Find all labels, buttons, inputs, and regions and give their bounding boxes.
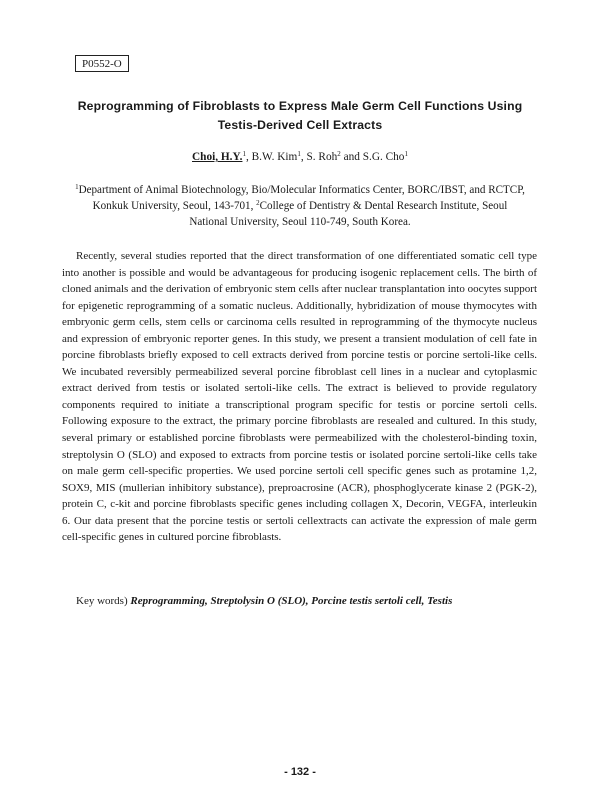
- paper-title: [40, 97, 560, 135]
- author-sup: 1: [297, 150, 301, 158]
- keywords: [76, 594, 546, 608]
- author-4: and S.G. Cho: [340, 151, 405, 163]
- presenting-author: Choi, H.Y.: [192, 151, 243, 163]
- title-line-2: Testis-Derived Cell Extracts: [217, 118, 383, 132]
- author-3: , S. Roh: [300, 151, 338, 163]
- affiliation-2: College of Dentistry & Dental Research Institute, Seoul National University, Seoul 110-749, South Korea.: [189, 200, 508, 228]
- keywords-label: Key words): [76, 595, 128, 607]
- title-line-1: Reprogramming of Fibroblasts to Express Male Germ Cell Functions Using: [77, 99, 523, 113]
- author-sup: 2: [337, 150, 341, 158]
- author-sup: 1: [242, 150, 246, 158]
- keywords-values: Reprogramming, Streptolysin O (SLO), Porcine testis sertoli cell, Testis: [130, 595, 453, 607]
- abstract-body: Recently, several studies reported that the direct transformation of one differentiated somatic cell type into another is possible and would be advantageous for producing isogenic replacement cells. The birth of cloned animals and the derivation of embryonic stem cells after nuclear transplantation into oocytes support for epigenetic reprogramming of a somatic nucleus. Additionally, hybridization of mouse thymocytes with embryonic germ cells, stem cells or carcinoma cells resulted in reprogramming of the thymocyte nucleus and expression of embryonic reporter genes. In this study, we present a transient modulation of cell fate in porcine fibroblasts briefly exposed to cell extracts derived from porcine testis or porcine sertoli-like cells. We incubated reversibly permeabilized several porcine fibroblast cell lines in a nuclear and cytoplasmic extract derived from testis or isolated sertoli-like cells. The extract is believed to provide regulatory components required to initiate a transcriptional program specific for testis or porcine sertoli cells. Following exposure to the extract, the primary porcine fibroblasts are resealed and cultured. In this study, several primary or established porcine fibroblasts were permeabilized with the cholesterol-binding toxin, streptolysin O (SLO) and exposed to extracts from porcine testis or isolated porcine sertoli-like cells take on male germ cell-specific properties. We used porcine sertoli cell specific genes such as protamine 1,2, SOX9, MIS (mullerian inhibitory substance), preproacrosine (ACR), phosphoglycerate kinase 2 (PGK-2), protein C, c-kit and porcine fibroblasts specific genes including collagen X, Decorin, VEGFA, interleukin 6. Our data present that the porcine testis or sertoli cellextracts can activate the expression of male germ cell-specific genes in cultured porcine fibroblasts.: [62, 250, 537, 544]
- affiliation-sup: 2: [256, 199, 260, 207]
- author-list: [40, 150, 560, 164]
- page-number: - 132 -: [284, 766, 316, 778]
- abstract-code-box: P0552-O: [75, 55, 129, 72]
- affiliation-1: Department of Animal Biotechnology, Bio/Molecular Informatics Center, BORC/IBST, and RCTCP, Konkuk University, Seoul, 143-701,: [78, 184, 525, 212]
- affiliation-sup: 1: [75, 183, 79, 191]
- affiliations: [75, 182, 525, 230]
- author-sup: 1: [404, 150, 408, 158]
- author-2: , B.W. Kim: [245, 151, 298, 163]
